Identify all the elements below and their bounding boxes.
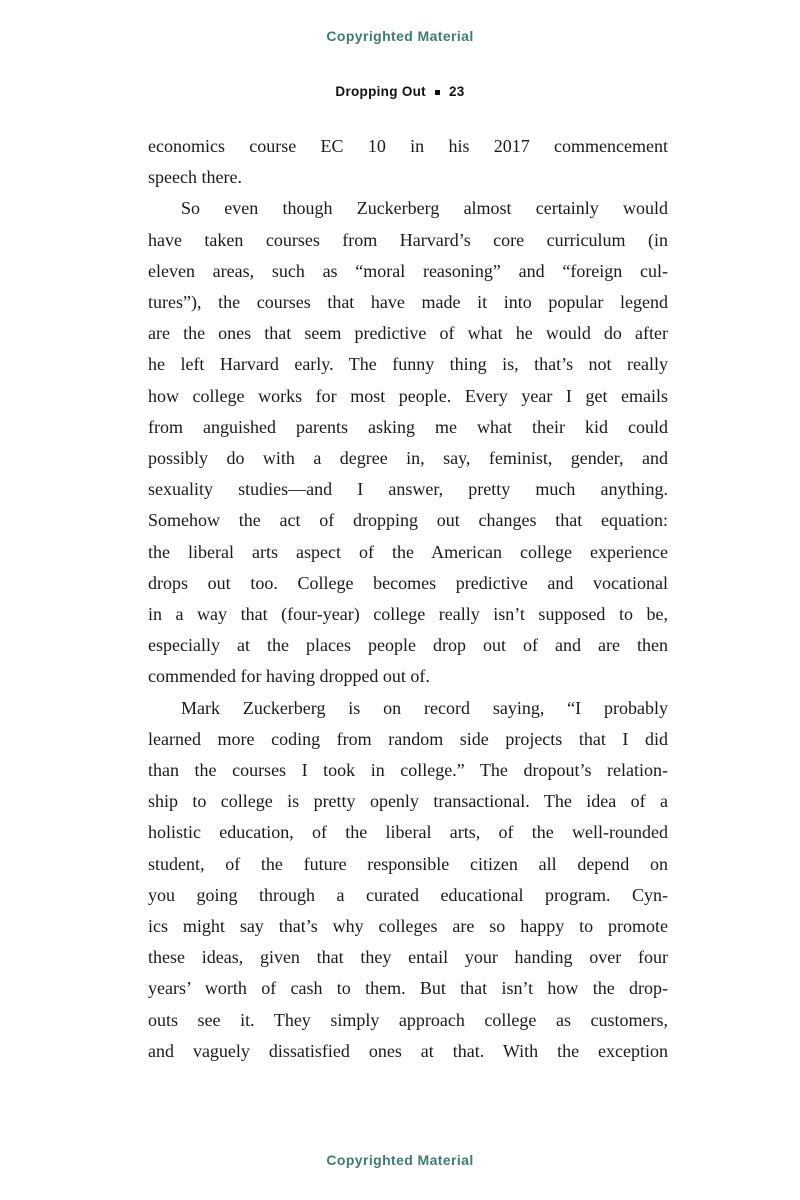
paragraph xyxy=(148,131,668,193)
text-line: he left Harvard early. The funny thing is, that’s not really xyxy=(148,354,668,375)
chapter-title: Dropping Out xyxy=(335,84,426,99)
copyright-watermark-top: Copyrighted Material xyxy=(326,28,474,44)
text-line: Mark Zuckerberg is on record saying, “I probably xyxy=(181,697,668,718)
page-number: 23 xyxy=(448,84,465,99)
text-line: So even though Zuckerberg almost certainly would xyxy=(181,198,668,219)
text-line: ship to college is pretty openly transactional. The idea of a xyxy=(148,791,668,812)
copyright-watermark-bottom: Copyrighted Material xyxy=(326,1152,474,1168)
text-line: in a way that (four-year) college really isn’t supposed to be, xyxy=(148,604,668,625)
text-line: and vaguely dissatisfied ones at that. With the exception xyxy=(148,1040,668,1061)
text-line: tures”), the courses that have made it into popular legend xyxy=(148,292,668,313)
text-line: are the ones that seem predictive of what he would do after xyxy=(148,323,668,344)
paragraph xyxy=(148,693,668,1067)
text-line: possibly do with a degree in, say, feminist, gender, and xyxy=(148,448,668,469)
text-line: commended for having dropped out of. xyxy=(148,666,430,687)
text-line: from anguished parents asking me what their kid could xyxy=(148,416,668,437)
paragraph xyxy=(148,193,668,692)
text-line: outs see it. They simply approach college as customers, xyxy=(148,1009,668,1030)
text-line: drops out too. College becomes predictive and vocational xyxy=(148,572,668,593)
text-line: holistic education, of the liberal arts, of the well-rounded xyxy=(148,822,668,843)
text-line: especially at the places people drop out of and are then xyxy=(148,635,668,656)
text-line: Somehow the act of dropping out changes that equation: xyxy=(148,510,668,531)
text-line: learned more coding from random side projects that I did xyxy=(148,728,668,749)
page-body xyxy=(148,131,668,1067)
text-line: than the courses I took in college.” The dropout’s relation- xyxy=(148,760,668,781)
text-line: you going through a curated educational program. Cyn- xyxy=(148,884,668,905)
square-bullet-icon xyxy=(435,90,440,95)
text-line: student, of the future responsible citizen all depend on xyxy=(148,853,668,874)
text-line: have taken courses from Harvard’s core curriculum (in xyxy=(148,229,668,250)
running-header xyxy=(0,84,800,99)
text-line: ics might say that’s why colleges are so happy to promote xyxy=(148,916,668,937)
text-line: sexuality studies—and I answer, pretty much anything. xyxy=(148,479,668,500)
text-line: the liberal arts aspect of the American college experience xyxy=(148,541,668,562)
text-line: how college works for most people. Every year I get emails xyxy=(148,385,668,406)
text-line: these ideas, given that they entail your handing over four xyxy=(148,947,668,968)
text-line: economics course EC 10 in his 2017 commencement xyxy=(148,136,668,156)
text-line: years’ worth of cash to them. But that isn’t how the drop- xyxy=(148,978,668,999)
text-line: speech there. xyxy=(148,167,242,188)
text-line: eleven areas, such as “moral reasoning” and “foreign cul- xyxy=(148,260,668,281)
